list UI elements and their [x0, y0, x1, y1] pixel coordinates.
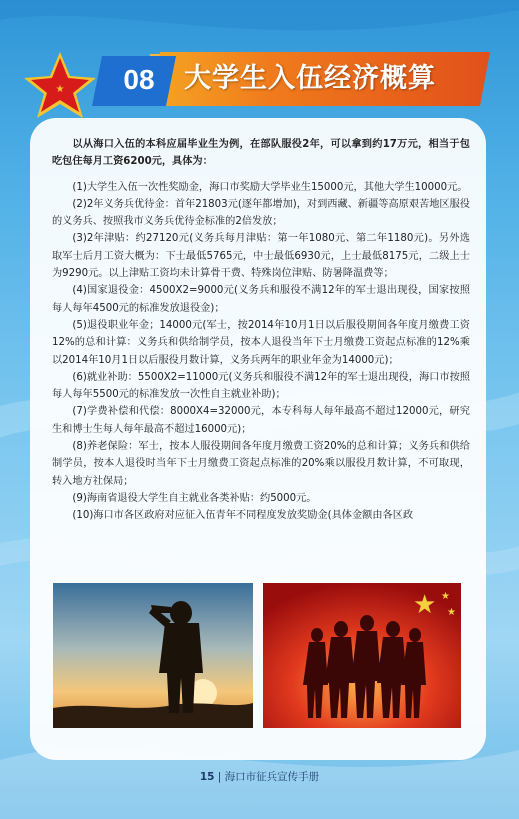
footer-title: 海口市征兵宣传手册: [224, 771, 320, 783]
list-item: (1)大学生入伍一次性奖励金，海口市奖励大学毕业生15000元，其他大学生10000元。: [72, 181, 468, 193]
section-title: 大学生入伍经济概算: [184, 63, 436, 94]
list-item: (8)养老保险：军士，按本人服役期间各年度月缴费工资20%的总和计算；义务兵和供给制学员，按本人退役时当年下士月缴费工资起点标准的20%乘以服役月数计算，不可取现，转入地方社保局；: [52, 441, 470, 487]
list-item: (9)海南省退役大学生自主就业各类补贴：约5000元。: [72, 492, 317, 504]
svg-text:★: ★: [55, 84, 65, 95]
page-footer: [0, 769, 519, 784]
list-item: (6)就业补助：5500X2=11000元(义务兵和服役不满12年的军士退出现役，海口市按照每人每年5500元的标准发放一次性自主就业补助)；: [52, 371, 470, 401]
list-item: (3)2年津贴：约27120元(义务兵每月津贴：第一年1080元、第二年1180元)。另外选取军士后月工资大概为：下士最低5765元，中士最低6930元，上士最低8175元，二级上士为9290元。以上津贴工资均未计算骨干费、特殊岗位津贴、防暑降温费等；: [52, 233, 470, 280]
article-body: [52, 136, 470, 525]
svg-text:★: ★: [441, 591, 450, 602]
section-header: [0, 50, 519, 120]
salute-silhouette-photo: [53, 583, 253, 728]
footer-separator: |: [217, 771, 222, 783]
list-item: (4)国家退役金：4500X2=9000元(义务兵和服役不满12年的军士退出现役，国家按照每人每年4500元的标准发放退役金)；: [52, 285, 470, 314]
marching-soldiers-photo: [263, 583, 461, 728]
page-number: 15: [199, 771, 215, 783]
list-item: (7)学费补偿和代偿：8000X4=32000元，本专科每人每年最高不超过12000元，研究生和博士生每人每年最高不超过16000元)；: [52, 406, 470, 435]
section-number: 08: [123, 64, 155, 95]
list-item: (2)2年义务兵优待金：首年21803元(逐年都增加)，对到西藏、新疆等高原艰苦地区服役的义务兵、按照我市义务兵优待金标准的2倍发放；: [52, 198, 470, 228]
flag-star-icon: ★: [413, 590, 437, 620]
svg-text:★: ★: [447, 607, 456, 618]
intro-paragraph: 以从海口入伍的本科应届毕业生为例，在部队服役2年，可以拿到约17万元，相当于包吃包住每月工资6200元，具体为：: [52, 139, 470, 168]
list-item: (5)退役职业年金；14000元(军士，按2014年10月1日以后服役期间各年度月缴费工资12%的总和计算：义务兵和供给制学员，按本人退役当年下士月缴费工资起点标准的12%乘以2014年10月1日以后服役月数计算，义务兵两年的职业年金为14000元)；: [52, 319, 470, 366]
red-star-badge-icon: [24, 52, 96, 118]
list-item: (10)海口市各区政府对应征入伍青年不同程度发放奖励金(具体金额由各区政: [72, 510, 414, 522]
